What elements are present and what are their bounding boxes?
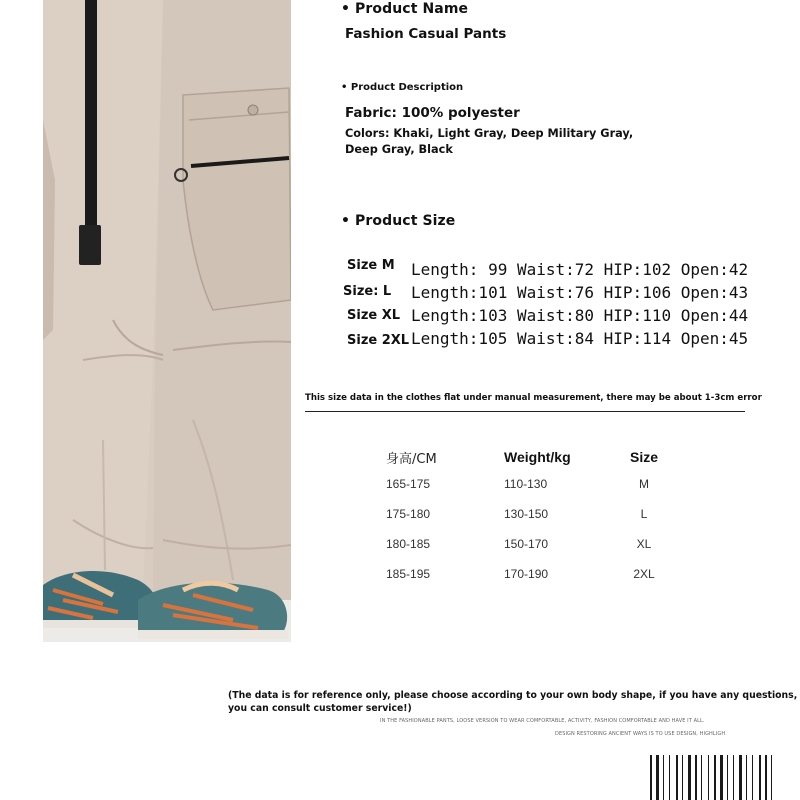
fine-print-line-2: DESIGN RESTORING ANCIENT WAYS IS TO USE DESIGN, HIGHLIGH: [555, 731, 726, 737]
cell-weight: 130-150: [504, 507, 549, 521]
barcode-bar: [701, 755, 702, 800]
size-label-xl: Size XL: [347, 308, 401, 323]
cell-height: 180-185: [386, 537, 431, 551]
fabric-text: Fabric: 100% polyester: [345, 105, 520, 121]
barcode-bar: [727, 755, 728, 800]
colors-line-1: Colors: Khaki, Light Gray, Deep Military Gray,: [345, 127, 634, 140]
size-label-m: Size M: [347, 258, 395, 273]
product-name-value: Fashion Casual Pants: [345, 26, 507, 42]
product-photo: [43, 0, 291, 642]
barcode-bar: [771, 755, 772, 800]
product-description-heading: • Product Description: [341, 82, 464, 93]
header-size: Size: [629, 449, 658, 465]
size-data-l: Length:101 Waist:76 HIP:106 Open:43: [411, 283, 749, 302]
cell-height: 175-180: [386, 507, 431, 521]
cell-size: XL: [636, 537, 652, 551]
cell-height: 165-175: [386, 477, 431, 491]
barcode-bar: [682, 755, 683, 800]
barcode-bar: [695, 755, 697, 800]
barcode-bar: [663, 755, 664, 800]
barcode-bar: [752, 755, 753, 800]
product-name-heading: • Product Name: [341, 1, 469, 17]
table-row: [378, 529, 674, 559]
fine-print-line-1: IN THE FASHIONABLE PANTS, LOOSE VERSION TO WEAR COMFORTABLE, ACTIVITY, FASHION COMFORTABLE AND HAVE IT ALL.: [380, 718, 705, 724]
size-data-m: Length: 99 Waist:72 HIP:102 Open:42: [411, 260, 749, 279]
size-data-xl: Length:103 Waist:80 HIP:110 Open:44: [411, 306, 749, 325]
barcode-bar: [676, 755, 678, 800]
size-label-l: Size: L: [343, 284, 392, 299]
cell-size: L: [640, 507, 648, 521]
barcode-bar: [733, 755, 734, 800]
cell-size: M: [639, 477, 649, 491]
size-label-2xl: Size 2XL: [347, 333, 410, 348]
barcode-bar: [765, 755, 767, 800]
disclaimer-line-2: you can consult customer service!): [228, 703, 412, 714]
measurement-note: This size data in the clothes flat under manual measurement, there may be about 1-3cm error: [305, 393, 762, 403]
barcode-bar: [714, 755, 716, 800]
barcode-bar: [759, 755, 761, 800]
barcode-bar: [739, 755, 742, 800]
size-chart-table: [378, 445, 674, 589]
divider-line: [305, 411, 745, 412]
barcode-bar: [720, 755, 723, 800]
barcode-bar: [708, 755, 709, 800]
header-weight: Weight/kg: [504, 449, 571, 465]
table-row: [378, 499, 674, 529]
barcode-bar: [688, 755, 691, 800]
cell-height: 185-195: [386, 567, 431, 581]
colors-line-2: Deep Gray, Black: [345, 143, 453, 156]
barcode-bar: [746, 755, 747, 800]
table-row: [378, 469, 674, 499]
barcode-graphic: [650, 755, 800, 800]
size-chart-header-row: [378, 445, 674, 469]
barcode-bar: [669, 755, 670, 800]
barcode-bar: [656, 755, 659, 800]
cell-weight: 110-130: [504, 477, 548, 491]
barcode-bar: [650, 755, 652, 800]
header-height: 身高/CM: [386, 451, 437, 467]
cell-weight: 170-190: [504, 567, 549, 581]
cell-size: 2XL: [633, 567, 655, 581]
size-data-2xl: Length:105 Waist:84 HIP:114 Open:45: [411, 329, 749, 348]
disclaimer-line-1: (The data is for reference only, please choose according to your own body shape, if you have any questions,: [228, 690, 798, 701]
disclaimer: [228, 689, 797, 715]
table-row: [378, 559, 674, 589]
product-size-heading: • Product Size: [341, 213, 456, 229]
cell-weight: 150-170: [504, 537, 549, 551]
